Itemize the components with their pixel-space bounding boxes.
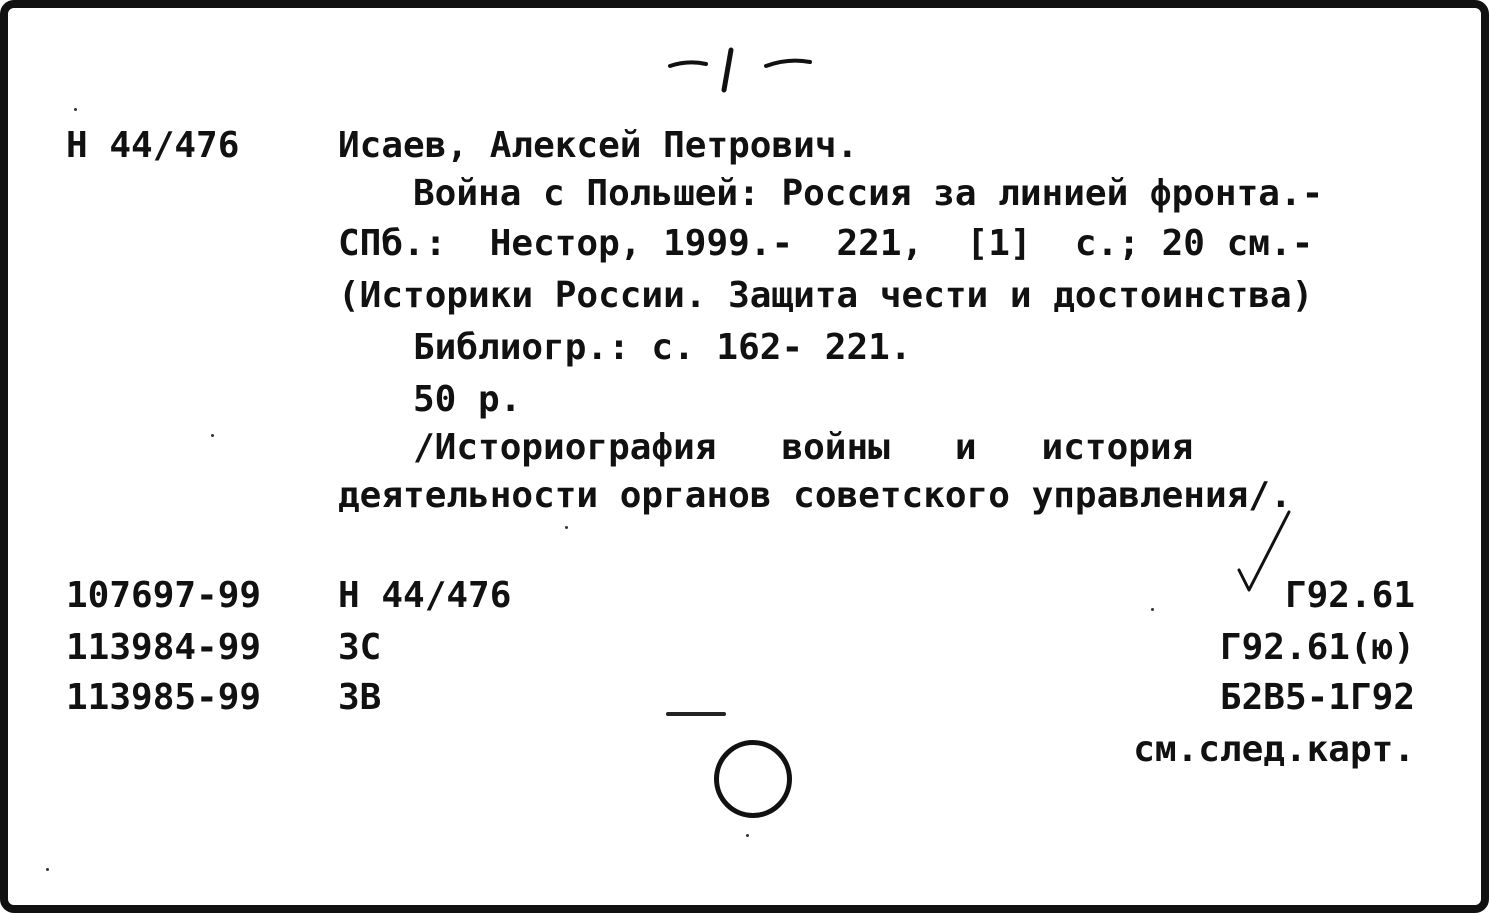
ink-speck [565,526,568,529]
ink-mark [666,712,726,716]
check-mark-icon [1233,508,1313,598]
title-line-2: СПб.: Нестор, 1999.- 221, [1] с.; 20 см.- [338,223,1314,264]
holding-location: ЗВ [338,677,382,718]
ink-speck [46,868,49,871]
ink-speck [746,834,749,837]
title-line-1: Война с Польшей: Россия за линией фронта.- [413,173,1324,214]
author-heading: Исаев, Алексей Петрович. [338,125,859,166]
subject-line-2: деятельности органов советского управления/. [338,475,1292,516]
ink-speck [1151,608,1154,611]
series-line: (Историки России. Защита чести и достоинства) [338,275,1314,316]
classification-code: Б2В5-1Г92 [1219,677,1415,718]
inventory-number: 113984-99 [66,627,262,668]
see-next-card: см.след.карт. [1133,729,1415,770]
holding-location: Н 44/476 [338,575,512,616]
holding-location: ЗС [338,627,382,668]
price: 50 р. [413,379,522,420]
page-number-mark [658,38,828,98]
bibliography-note: Библиогр.: с. 162- 221. [413,327,912,368]
card-punch-hole [714,740,792,818]
classification-code: Г92.61 [1284,575,1415,616]
ink-speck [211,434,214,437]
inventory-number: 107697-99 [66,575,262,616]
call-number: Н 44/476 [66,125,240,166]
classification-code: Г92.61(ю) [1219,627,1415,668]
ink-speck [74,108,77,111]
subject-line-1: /Историография войны и история [413,427,1194,468]
inventory-number: 113985-99 [66,677,262,718]
